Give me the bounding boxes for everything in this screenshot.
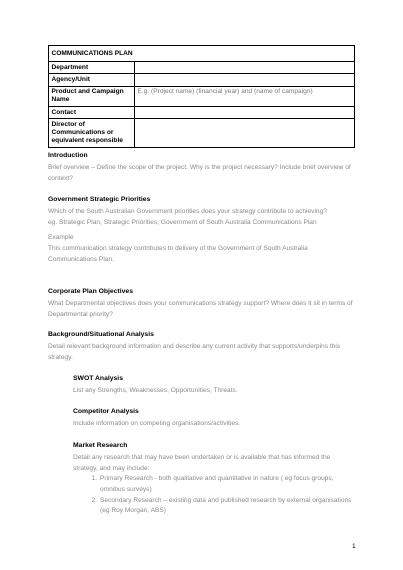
section-text: Include information on competing organisations/activities. (73, 419, 241, 427)
section-heading: Background/Situational Analysis (48, 331, 154, 338)
section-text: Which of the South Australian Government priorities does your strategy contribute to achieving? (48, 207, 327, 215)
row-value-agency[interactable] (135, 74, 355, 86)
communications-plan-table (48, 45, 355, 148)
row-value-department[interactable] (135, 62, 355, 74)
market-research-section (73, 442, 354, 517)
background-section (48, 331, 354, 363)
corporate-plan-section (48, 288, 354, 320)
section-text: What Departmental objectives does your communications strategy support? Where does it sit in terms of Departmental priority? (48, 299, 353, 318)
page-number: 1 (352, 543, 356, 550)
example-text: This communication strategy contributes to delivery of the Government of South Australia Communications Plan. (48, 244, 308, 263)
list-item (73, 496, 354, 517)
section-text: Detail relevant background information and describe any current activity that supports/underpins this strategy. (48, 342, 341, 361)
section-heading: Competitor Analysis (73, 408, 139, 415)
section-text: Brief overview – Define the scope of the project. Why is the project necessary? Include brief overview of context? (48, 163, 351, 182)
section-heading: Corporate Plan Objectives (48, 288, 133, 295)
introduction-section (48, 152, 354, 184)
row-value-director[interactable] (135, 119, 355, 148)
list-item-number: 2. (91, 496, 97, 504)
section-heading: SWOT Analysis (73, 375, 123, 382)
swot-section (73, 375, 354, 397)
table-title: COMMUNICATIONS PLAN (49, 46, 355, 62)
row-label-agency: Agency/Unit (49, 74, 135, 86)
section-heading: Market Research (73, 442, 128, 449)
competitor-section (73, 408, 354, 430)
section-text: eg. Strategic Plan, Strategic Priorities, Government of South Australia Communications Plan (48, 218, 317, 226)
row-value-product[interactable]: E.g. (Project name) (financial year) and (name of campaign) (135, 86, 355, 106)
row-label-product: Product and Campaign Name (49, 86, 135, 106)
table-row (49, 62, 355, 74)
table-row (49, 74, 355, 86)
row-label-director: Director of Communications or equivalent responsible (49, 119, 135, 148)
list-item (73, 474, 354, 495)
section-heading: Introduction (48, 152, 88, 159)
table-row (49, 107, 355, 119)
strategic-priorities-section (48, 196, 354, 265)
example-label: Example (48, 234, 74, 242)
table-row (49, 86, 355, 106)
row-value-contact[interactable] (135, 107, 355, 119)
section-text: Detail any research that may have been undertaken or is available that has informed the strategy, and may include: (73, 453, 331, 472)
section-heading: Government Strategic Priorities (48, 196, 151, 203)
table-row (49, 119, 355, 148)
table-title-row (49, 46, 355, 62)
list-item-number: 1. (91, 475, 97, 483)
research-list (73, 474, 354, 517)
row-label-department: Department (49, 62, 135, 74)
list-item-text: Primary Research - both qualitative and quantitative in nature ( eg focus groups, omnibus surveys) (100, 475, 334, 493)
list-item-text: Secondary Research – existing data and published research by external organisations (eg Roy Morgan, ABS) (100, 496, 352, 515)
row-label-contact: Contact (49, 107, 135, 119)
section-text: List any Strengths, Weaknesses, Opportunities, Threats. (73, 386, 238, 394)
